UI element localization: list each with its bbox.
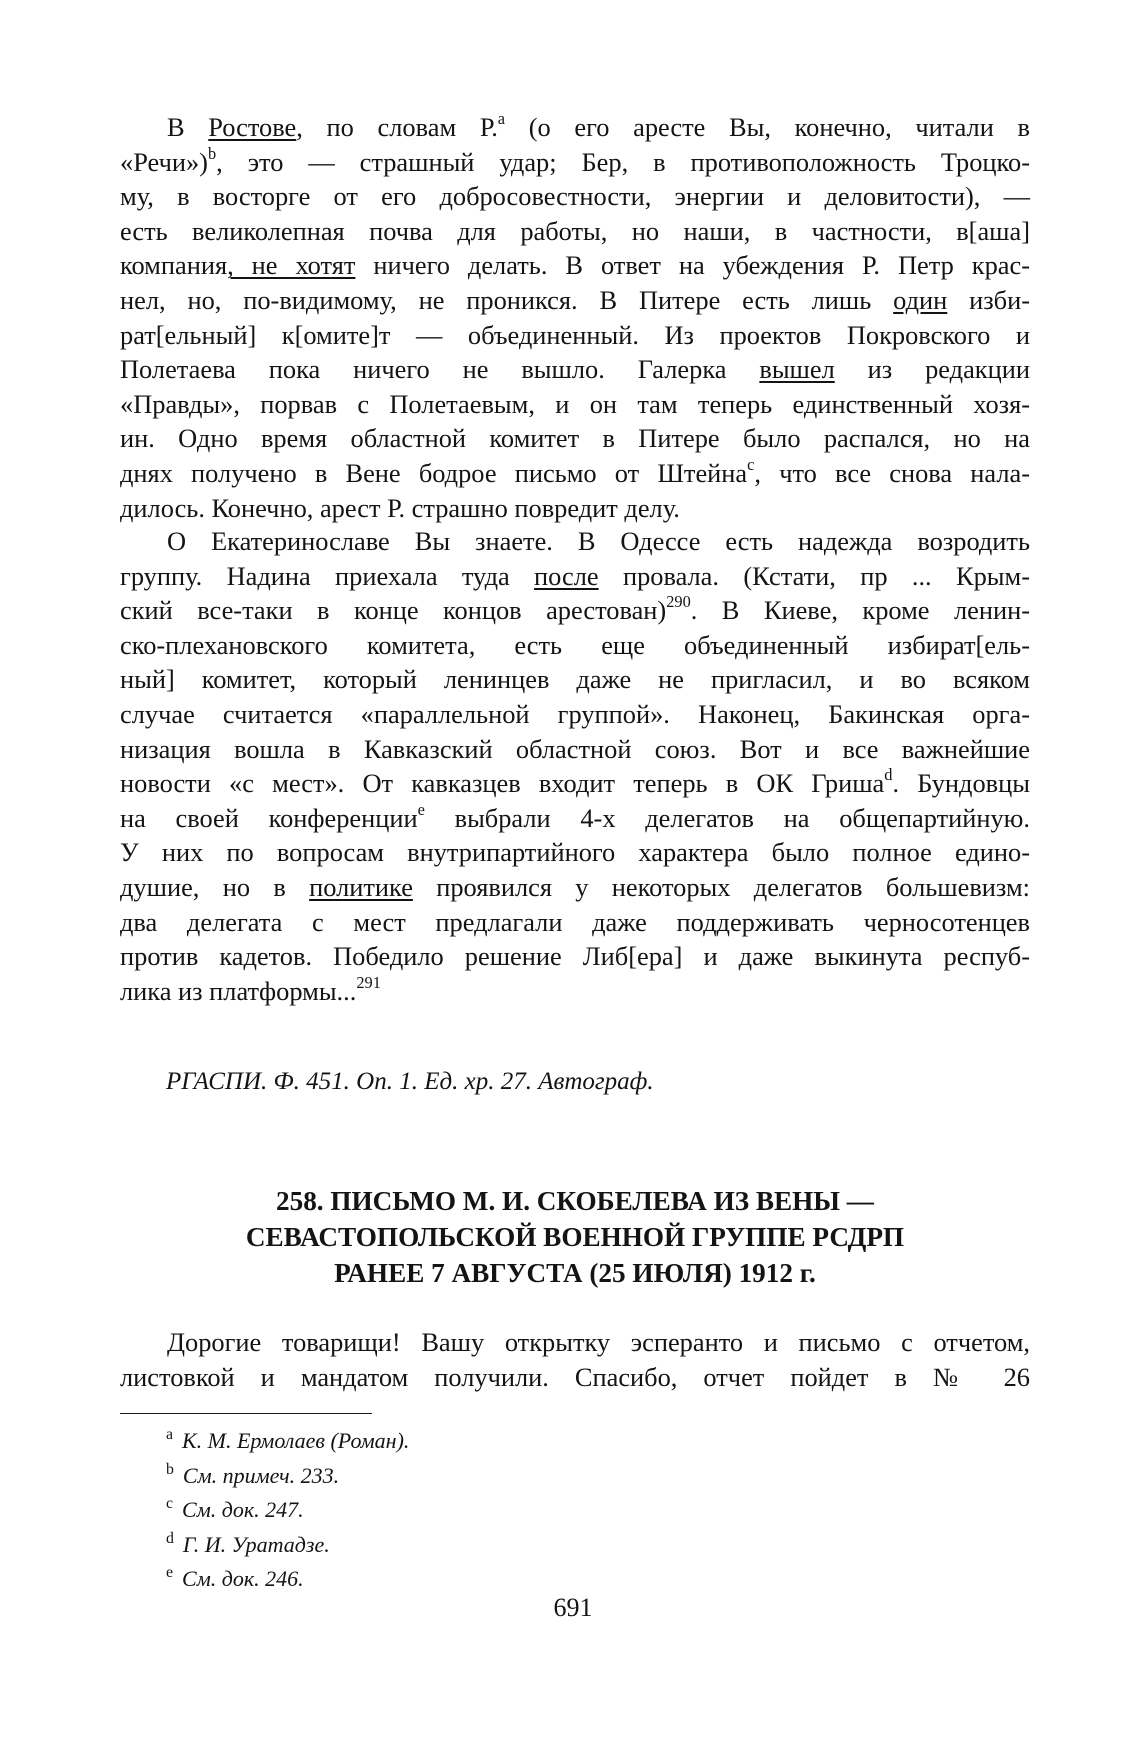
- text-line: «Правды», порвав с Полетаевым, и он там теперь единственный хозя-: [120, 388, 1030, 419]
- text-line: ный] комитет, который ленинцев даже не пригласил, и во всяком: [120, 664, 1030, 695]
- footnote: $^b$ См. примеч. 233.: [166, 1460, 340, 1488]
- underlined-word: Ростове: [208, 112, 297, 142]
- text-line: есть великолепная почва для работы, но наши, в частности, в[аша]: [120, 215, 1030, 246]
- letter-opening: [120, 1325, 1030, 1394]
- paragraph-1: [120, 110, 1030, 525]
- text-line: против кадетов. Победило решение Либ[ера] и даже выкинута респуб-: [120, 941, 1030, 972]
- text-line: группу. Надина приехала туда после провала. (Кстати, пр ... Крым-: [120, 560, 1030, 591]
- text-line: новости «с мест». От кавказцев входит теперь в ОК Гриша$^d$. Бундовцы: [120, 765, 1030, 799]
- underlined-word: политике: [309, 871, 413, 902]
- document-heading: [120, 1183, 1030, 1291]
- footnote-ref: c: [747, 455, 755, 475]
- footnote-mark: c: [166, 1495, 174, 1513]
- text-line: нел, но, по-видимому, не проникся. В Питере есть лишь один изби-: [120, 284, 1031, 315]
- archive-source: РГАСПИ. Ф. 451. Оп. 1. Ед. хр. 27. Автограф.: [166, 1068, 654, 1095]
- footnote-divider: [120, 1413, 372, 1414]
- text-line: ский все-таки в конце концов арестован)$^{290}$. В Киеве, кроме ленин-: [120, 592, 1030, 626]
- text-line: ско-плехановского комитета, есть еще объединенный избират[ель-: [120, 629, 1030, 660]
- text-line: компания, не хотят ничего делать. В ответ на убеждения Р. Петр крас-: [120, 250, 1030, 281]
- endnote-ref: 291: [356, 972, 381, 992]
- underlined-word: , не хотят: [227, 250, 356, 281]
- page-number: 691: [553, 1593, 593, 1622]
- footnote: $^d$ Г. И. Уратадзе.: [166, 1529, 330, 1557]
- text-line: душие, но в политике проявился у некоторых делегатов большевизм:: [120, 871, 1030, 902]
- footnote-ref: a: [497, 109, 506, 129]
- text-line: листовкой и мандатом получили. Спасибо, отчет пойдет в № 26: [120, 1361, 1030, 1392]
- text-line: О Екатеринославе Вы знаете. В Одессе есть надежда возродить: [167, 526, 1030, 556]
- footnote: $^e$ См. док. 246.: [166, 1564, 304, 1591]
- footnote-ref: e: [417, 799, 425, 819]
- footnote-ref: d: [884, 765, 893, 785]
- text-line: случае считается «параллельной группой». Наконец, Бакинская орга-: [120, 698, 1030, 729]
- text-line: Дорогие товарищи! Вашу открытку эсперанто и письмо с отчетом,: [167, 1327, 1030, 1357]
- text-line: на своей конференции$^e$ выбрали 4-х делегатов на общепартийную.: [120, 799, 1030, 833]
- endnote-ref: 290: [666, 592, 691, 612]
- underlined-word: один: [893, 284, 948, 315]
- text-line: дилось. Конечно, арест Р. страшно повредит делу.: [120, 492, 680, 523]
- footnote-mark: b: [166, 1460, 174, 1478]
- text-line: ин. Одно время областной комитет в Питере было распался, но на: [120, 423, 1030, 454]
- heading-line: РАНЕЕ 7 АВГУСТА (25 ИЮЛЯ) 1912 г.: [334, 1258, 816, 1288]
- underlined-word: после: [534, 560, 599, 591]
- footnote-mark: a: [166, 1426, 174, 1444]
- text-line: два делегата с мест предлагали даже поддерживать черносотенцев: [120, 906, 1030, 937]
- footnote-mark: d: [166, 1529, 174, 1547]
- text-line: низация вошла в Кавказский областной союз. Вот и все важнейшие: [120, 733, 1030, 764]
- text-line: рат[ельный] к[омите]т — объединенный. Из проектов Покровского и: [120, 319, 1030, 350]
- text-line: му, в восторге от его добросовестности, энергии и деловитости), —: [120, 181, 1030, 212]
- text-line: У них по вопросам внутрипартийного характера было полное едино-: [120, 837, 1030, 868]
- heading-line: 258. ПИСЬМО М. И. СКОБЕЛЕВА ИЗ ВЕНЫ —: [276, 1186, 874, 1216]
- text-line: лика из платформы...$^{291}$: [120, 972, 381, 1006]
- text-line: В Ростове, по словам Р.$^a$ (о его аресте Вы, конечно, читали в: [167, 109, 1030, 142]
- footnote-mark: e: [166, 1564, 174, 1582]
- heading-line: СЕВАСТОПОЛЬСКОЙ ВОЕННОЙ ГРУППЕ РСДРП: [245, 1222, 905, 1252]
- footnote: $^c$ См. док. 247.: [166, 1495, 304, 1522]
- footnote: $^a$ К. М. Ермолаев (Роман).: [166, 1426, 410, 1453]
- paragraph-2: [120, 524, 1030, 1008]
- footnotes: [166, 1424, 409, 1597]
- underlined-word: вышел: [759, 354, 835, 385]
- text-line: «Речи»)$^b$, это — страшный удар; Бер, в противоположность Троцко-: [120, 143, 1030, 177]
- text-line: днях получено в Вене бодрое письмо от Штейна$^c$, что все снова нала-: [120, 455, 1031, 488]
- footnote-ref: b: [207, 143, 217, 163]
- text-line: Полетаева пока ничего не вышло. Галерка вышел из редакции: [120, 354, 1030, 385]
